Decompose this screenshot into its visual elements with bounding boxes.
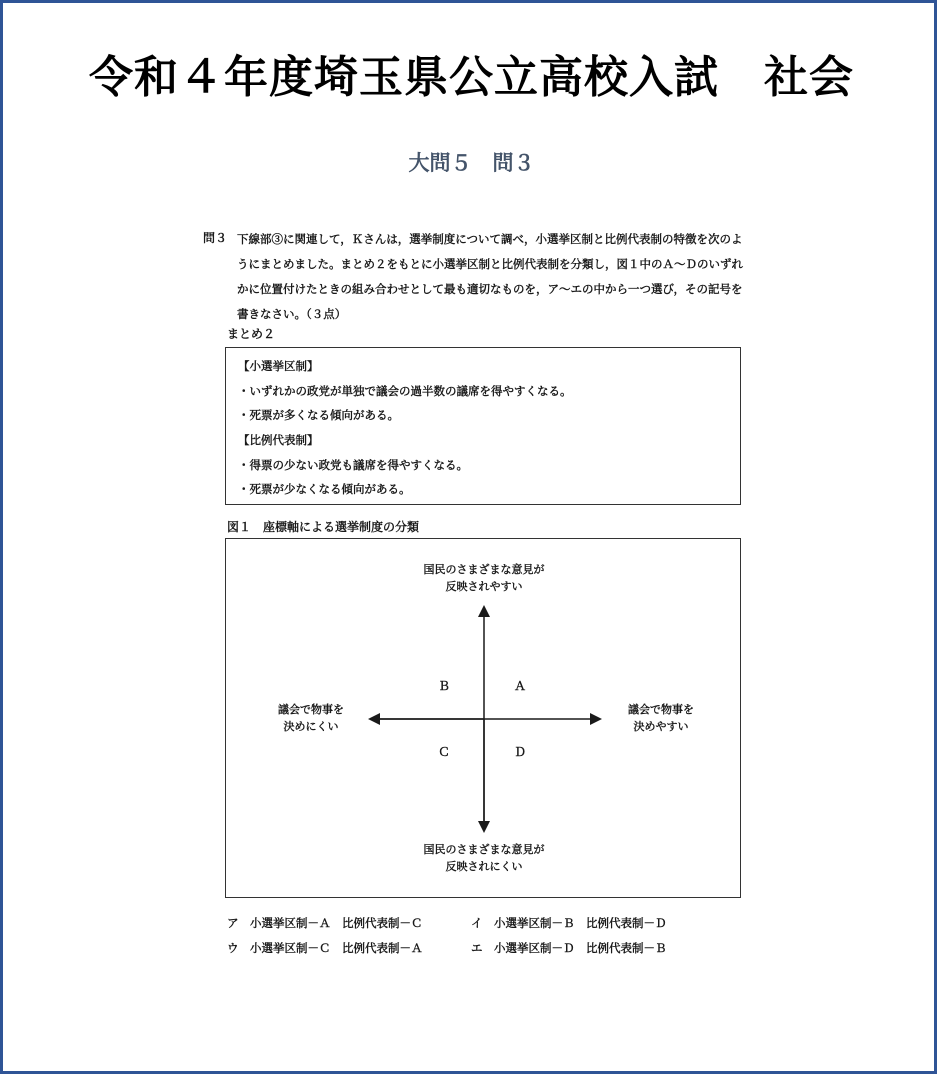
quadrant-b: Ｂ bbox=[438, 679, 451, 693]
summary-line: ・得票の少ない政党も議席を得やすくなる。 bbox=[238, 458, 468, 472]
summary-line: ・死票が多くなる傾向がある。 bbox=[238, 408, 399, 422]
axis-label-top: 国民のさまざまな意見が 反映されやすい bbox=[423, 563, 545, 593]
summary-line: ・いずれかの政党が単独で議会の過半数の議席を得やすくなる。 bbox=[238, 384, 572, 398]
figure-caption: 図１ 座標軸による選挙制度の分類 bbox=[227, 520, 420, 534]
quadrant-d: Ｄ bbox=[514, 745, 527, 759]
summary-line: 【比例代表制】 bbox=[238, 433, 319, 447]
choice-e: エ 小選挙区制－Ｄ 比例代表制－Ｂ bbox=[471, 941, 667, 955]
axis-label-bottom: 国民のさまざまな意見が 反映されにくい bbox=[423, 843, 545, 873]
question-text: 下線部③に関連して，Ｋさんは，選挙制度について調べ，小選挙区制と比例代表制の特徴を次のようにまとめました。まとめ２をもとに小選挙区制と比例代表制を分類し，図１中のＡ～Ｄのいずれかに位置付けたときの組み合わせとして最も適切なものを，ア～エの中から一つ選び，その記号を書きなさい。（３点） bbox=[237, 232, 743, 321]
axis-label-left: 議会で物事を 決めにくい bbox=[278, 703, 344, 733]
question-number: 問３ bbox=[203, 231, 228, 245]
choice-u: ウ 小選挙区制－Ｃ 比例代表制－Ａ bbox=[227, 941, 423, 955]
summary-title: まとめ２ bbox=[227, 327, 276, 341]
page-subtitle: 大問５ 問３ bbox=[408, 151, 535, 175]
summary-line: ・死票が少なくなる傾向がある。 bbox=[238, 482, 411, 496]
quadrant-c: Ｃ bbox=[438, 745, 451, 759]
choice-i: イ 小選挙区制－Ｂ 比例代表制－Ｄ bbox=[471, 916, 667, 930]
summary-box bbox=[225, 347, 741, 505]
choice-a: ア 小選挙区制－Ａ 比例代表制－Ｃ bbox=[227, 916, 423, 930]
axis-label-right: 議会で物事を 決めやすい bbox=[628, 703, 694, 733]
page-title: 令和４年度埼玉県公立高校入試 社会 bbox=[89, 52, 854, 103]
quadrant-a: Ａ bbox=[514, 679, 527, 693]
summary-line: 【小選挙区制】 bbox=[238, 359, 319, 373]
figure-box bbox=[225, 538, 741, 898]
exam-question-scan bbox=[199, 225, 759, 965]
